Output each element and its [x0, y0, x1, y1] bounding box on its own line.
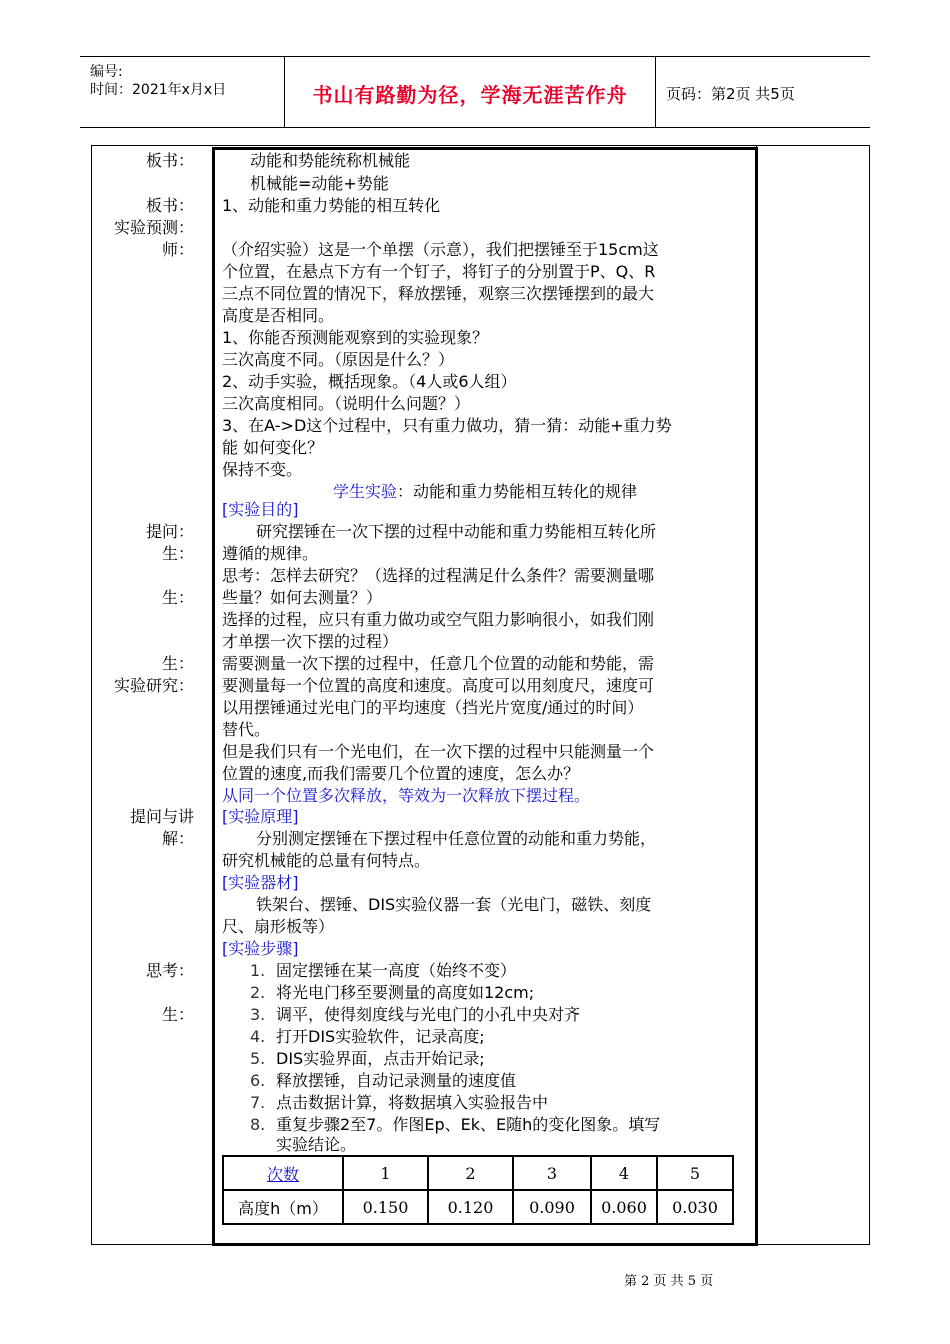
label-student-3: 生：: [161, 654, 194, 673]
equipment-heading: [实验器材]: [222, 873, 299, 892]
principle-heading: [实验原理]: [222, 807, 299, 826]
purpose-line-2: 遵循的规律。: [222, 544, 319, 563]
intro-line-1: （介绍实验）这是一个单摆（示意），我们把摆锤至于15cm这: [222, 240, 659, 259]
intro-line-3: 三点不同位置的情况下，释放摆锤，观察三次摆锤摆到的最大: [222, 284, 655, 303]
equipment-line-1: 铁架台、摆锤、DIS实验仪器一套（光电门，磁铁、刻度: [256, 895, 652, 914]
table-col-head: 5: [657, 1156, 733, 1190]
table-col-head: 3: [513, 1156, 591, 1190]
student-answer-3b: 位置的速度,而我们需要几个位置的速度，怎么办？: [222, 764, 580, 783]
trials-link[interactable]: 次数: [266, 1164, 299, 1184]
page-footer: 第 2 页 共 5 页: [624, 1274, 714, 1289]
table-col-head: 1: [343, 1156, 428, 1190]
student-answer-3a: 但是我们只有一个光电们，在一次下摆的过程中只能测量一个: [222, 742, 655, 761]
step-3: 3. 调平，使得刻度线与光电门的小孔中央对齐: [250, 1005, 581, 1024]
label-student-4: 生：: [161, 1005, 194, 1024]
header-motto-cell: [285, 57, 656, 127]
student-answer-2b: 要测量每一个位置的高度和速度。高度可以用刻度尺，速度可: [222, 676, 655, 695]
header-info-cell: [80, 57, 285, 127]
think-line-1: 思考：怎样去研究？（选择的过程满足什么条件？需要测量哪: [222, 566, 655, 585]
label-board: 板书：: [145, 151, 194, 170]
board-line-1: 动能和势能统称机械能: [250, 151, 411, 170]
label-research: 实验研究：: [113, 676, 194, 695]
question-3a: 3、在A->D这个过程中，只有重力做功，猜一猜：动能+重力势: [222, 416, 672, 435]
label-explain-2: 解：: [161, 829, 194, 848]
table-row: [223, 1156, 733, 1190]
motto: 书山有路勤为径，学海无涯苦作舟: [312, 83, 628, 107]
table-cell: 0.150: [343, 1190, 428, 1224]
purpose-line-1: 研究摆锤在一次下摆的过程中动能和重力势能相互转化所: [256, 522, 657, 541]
intro-line-2: 个位置，在悬点下方有一个钉子，将钉子的分别置于P、Q、R: [222, 262, 656, 281]
label-student: 生：: [161, 544, 194, 563]
table-row: [223, 1190, 733, 1224]
student-answer-2d: 替代。: [222, 720, 271, 739]
step-8-continued: 实验结论。: [276, 1135, 357, 1154]
board-line-3: 1、动能和重力势能的相互转化: [222, 196, 441, 215]
student-answer-1a: 选择的过程，应只有重力做功或空气阻力影响很小，如我们刚: [222, 610, 655, 629]
answer-2: 三次高度相同。（说明什么问题？）: [222, 394, 471, 413]
label-student-2: 生：: [161, 588, 194, 607]
table-cell: 0.060: [591, 1190, 657, 1224]
step-7: 7. 点击数据计算，将数据填入实验报告中: [250, 1093, 549, 1112]
question-1: 1、你能否预测能观察到的实验现象？: [222, 328, 489, 347]
step-2: 2. 将光电门移至要测量的高度如12cm;: [250, 983, 535, 1002]
time-label: 时间：2021年x月x日: [90, 82, 227, 98]
label-think: 思考：: [145, 961, 194, 980]
table-cell: 0.030: [657, 1190, 733, 1224]
serial-label: 编号:: [90, 64, 123, 80]
intro-line-4: 高度是否相同。: [222, 306, 335, 325]
question-3b: 能 如何变化？: [222, 438, 324, 457]
purpose-heading: [实验目的]: [222, 500, 299, 519]
principle-line-2: 研究机械能的总量有何特点。: [222, 851, 431, 870]
table-col-head: 2: [428, 1156, 513, 1190]
label-teacher: 师：: [161, 240, 194, 259]
equipment-line-2: 尺、扇形板等）: [222, 917, 335, 936]
table-row-label: 高度h（m）: [223, 1190, 343, 1224]
student-answer-2c: 以用摆锤通过光电门的平均速度（挡光片宽度/通过的时间）: [222, 698, 644, 717]
label-explain: 提问与讲: [129, 807, 194, 826]
table-col-head: 4: [591, 1156, 657, 1190]
step-6: 6. 释放摆锤，自动记录测量的速度值: [250, 1071, 517, 1090]
page-header: [80, 56, 870, 128]
answer-1: 三次高度不同。（原因是什么？）: [222, 350, 455, 369]
step-5: 5. DIS实验界面，点击开始记录;: [250, 1049, 485, 1068]
experiment-title-suffix: ：动能和重力势能相互转化的规律: [397, 482, 638, 501]
header-page-cell: [656, 57, 870, 127]
column-divider: [756, 145, 757, 1244]
student-answer-1b: 才单摆一次下摆的过程）: [222, 632, 399, 651]
table-head-label: [223, 1156, 343, 1190]
think-line-2: 些量？如何去测量？）: [222, 588, 383, 607]
page-number: 页码：第2页 共5页: [666, 85, 795, 103]
step-1: 1. 固定摆锤在某一高度（始终不变）: [250, 961, 517, 980]
principle-line-1: 分别测定摆锤在下摆过程中任意位置的动能和重力势能，: [256, 829, 657, 848]
step-4: 4. 打开DIS实验软件，记录高度;: [250, 1027, 485, 1046]
board-line-2: 机械能=动能+势能: [250, 174, 389, 193]
table-cell: 0.120: [428, 1190, 513, 1224]
label-board-2: 板书：: [145, 196, 194, 215]
height-data-table: [222, 1155, 734, 1225]
student-answer-3c: 从同一个位置多次释放，等效为一次释放下摆过程。: [222, 786, 591, 805]
step-8: 8. 重复步骤2至7。作图Ep、Ek、E随h的变化图象。填写: [250, 1115, 661, 1134]
label-question: 提问：: [145, 522, 194, 541]
table-cell: 0.090: [513, 1190, 591, 1224]
experiment-title-prefix: 学生实验: [332, 482, 397, 501]
answer-3: 保持不变。: [222, 460, 303, 479]
label-prediction: 实验预测：: [113, 218, 194, 237]
steps-heading: [实验步骤]: [222, 939, 299, 958]
student-answer-2a: 需要测量一次下摆的过程中，任意几个位置的动能和势能，需: [222, 654, 655, 673]
question-2: 2、动手实验，概括现象。（4人或6人组）: [222, 372, 517, 391]
